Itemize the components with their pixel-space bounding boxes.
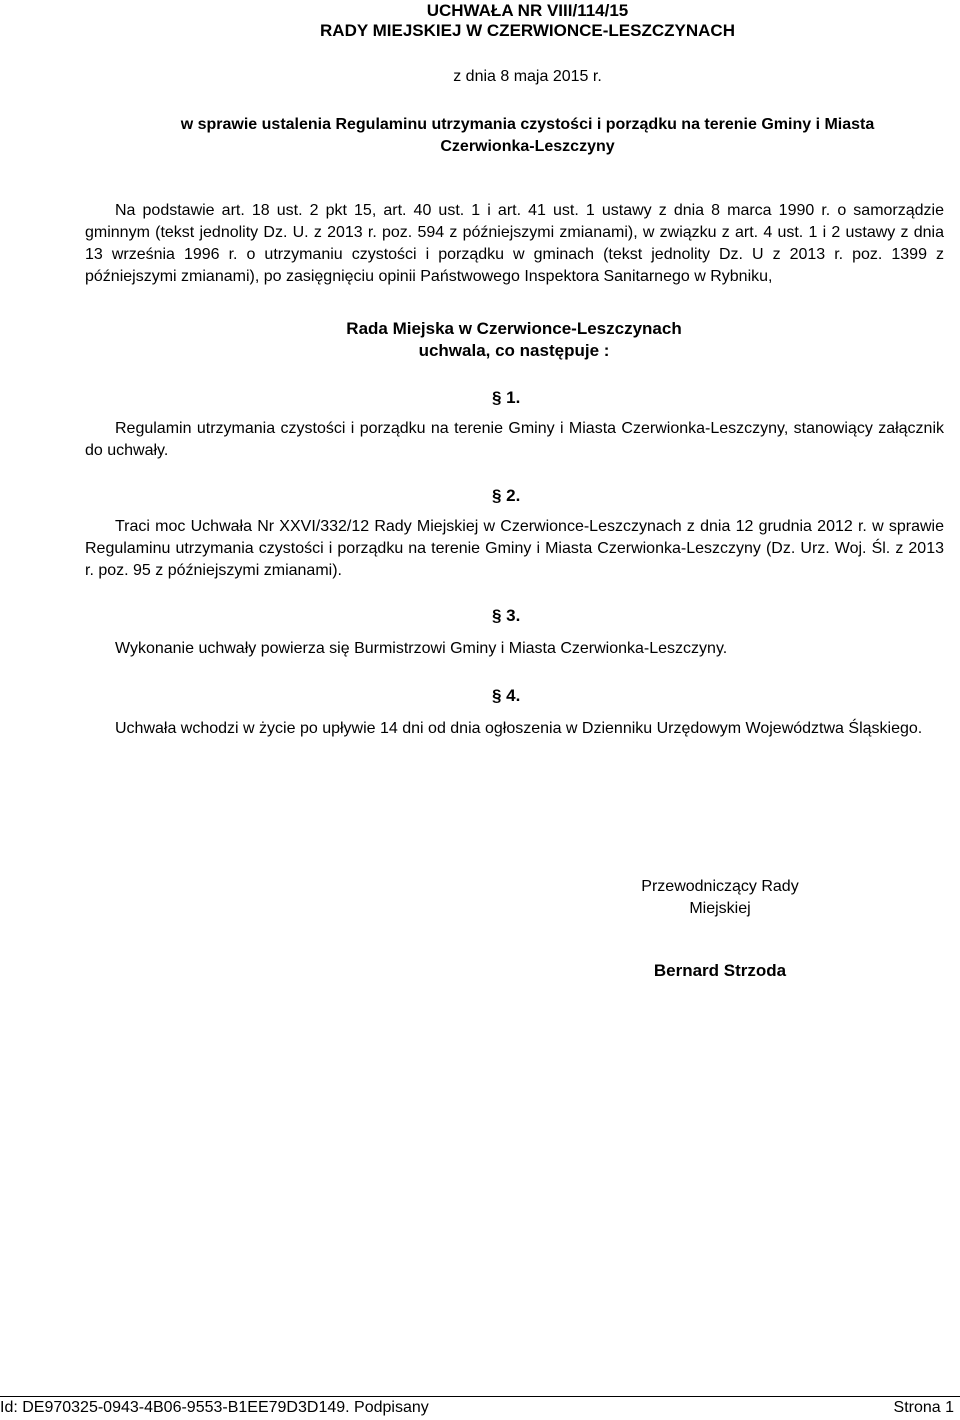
section-1 <box>85 418 944 462</box>
section-3-label: § 3. <box>492 606 521 625</box>
signature-role: Przewodniczący Rady Miejskiej <box>641 878 799 917</box>
section-1-text: Regulamin utrzymania czystości i porządku na terenie Gminy i Miasta Czerwionka-Leszczyny, stanowiący załącznik do uchwały. <box>85 420 944 459</box>
subject-line-1: w sprawie ustalenia Regulaminu utrzymania czystości i porządku na terenie Gminy i Miasta <box>180 116 875 133</box>
council-line-2: uchwala, co następuje : <box>418 341 610 360</box>
section-4-label: § 4. <box>492 686 521 705</box>
council-line-1: Rada Miejska w Czerwionce-Leszczynach <box>346 319 682 338</box>
section-4 <box>85 718 944 740</box>
page-number: Strona 1 <box>893 1399 954 1416</box>
document-id: Id: DE970325-0943-4B06-9553-B1EE79D3D149. Podpisany <box>0 1399 429 1416</box>
section-4-text: Uchwała wchodzi w życie po upływie 14 dni od dnia ogłoszenia w Dzienniku Urzędowym Województwa Śląskiego. <box>115 720 923 737</box>
section-3-text: Wykonanie uchwały powierza się Burmistrzowi Gminy i Miasta Czerwionka-Leszczyny. <box>115 640 728 657</box>
council-name: RADY MIEJSKIEJ W CZERWIONCE-LESZCZYNACH <box>320 21 735 40</box>
subject-line-2: Czerwionka-Leszczyny <box>440 138 615 155</box>
section-3 <box>85 638 944 660</box>
preamble <box>85 200 944 288</box>
section-2-label: § 2. <box>492 486 521 505</box>
resolution-number: UCHWAŁA NR VIII/114/15 <box>426 1 629 20</box>
section-2 <box>85 516 944 582</box>
resolution-date: z dnia 8 maja 2015 r. <box>453 68 602 85</box>
section-2-text: Traci moc Uchwała Nr XXVI/332/12 Rady Miejskiej w Czerwionce-Leszczynach z dnia 12 grudnia 2012 r. w sprawie Regulaminu utrzymania czystości i porządku na terenie Gminy i Miasta Czerwionka-Leszczyny (Dz. Urz. Woj. Śl. z 2013 r. poz. 95 z późniejszymi zmianami). <box>85 518 944 579</box>
section-1-label: § 1. <box>492 388 521 407</box>
page-footer <box>0 1396 960 1420</box>
preamble-text: Na podstawie art. 18 ust. 2 pkt 15, art. 40 ust. 1 i art. 41 ust. 1 ustawy z dnia 8 marca 1990 r. o samorządzie gminnym (tekst jednolity Dz. U. z 2013 r. poz. 594 z późniejszymi zmianami), w związku z art. 4 ust. 1 i 2 ustawy z dnia 13 września 1996 r. o utrzymaniu czystości i porządku w gminach (tekst jednolity Dz. U z 2013 r. poz. 1399 z późniejszymi zmianami), po zasięgnięciu opinii Państwowego Inspektora Sanitarnego w Rybniku, <box>85 202 944 285</box>
signature-name: Bernard Strzoda <box>653 961 787 980</box>
